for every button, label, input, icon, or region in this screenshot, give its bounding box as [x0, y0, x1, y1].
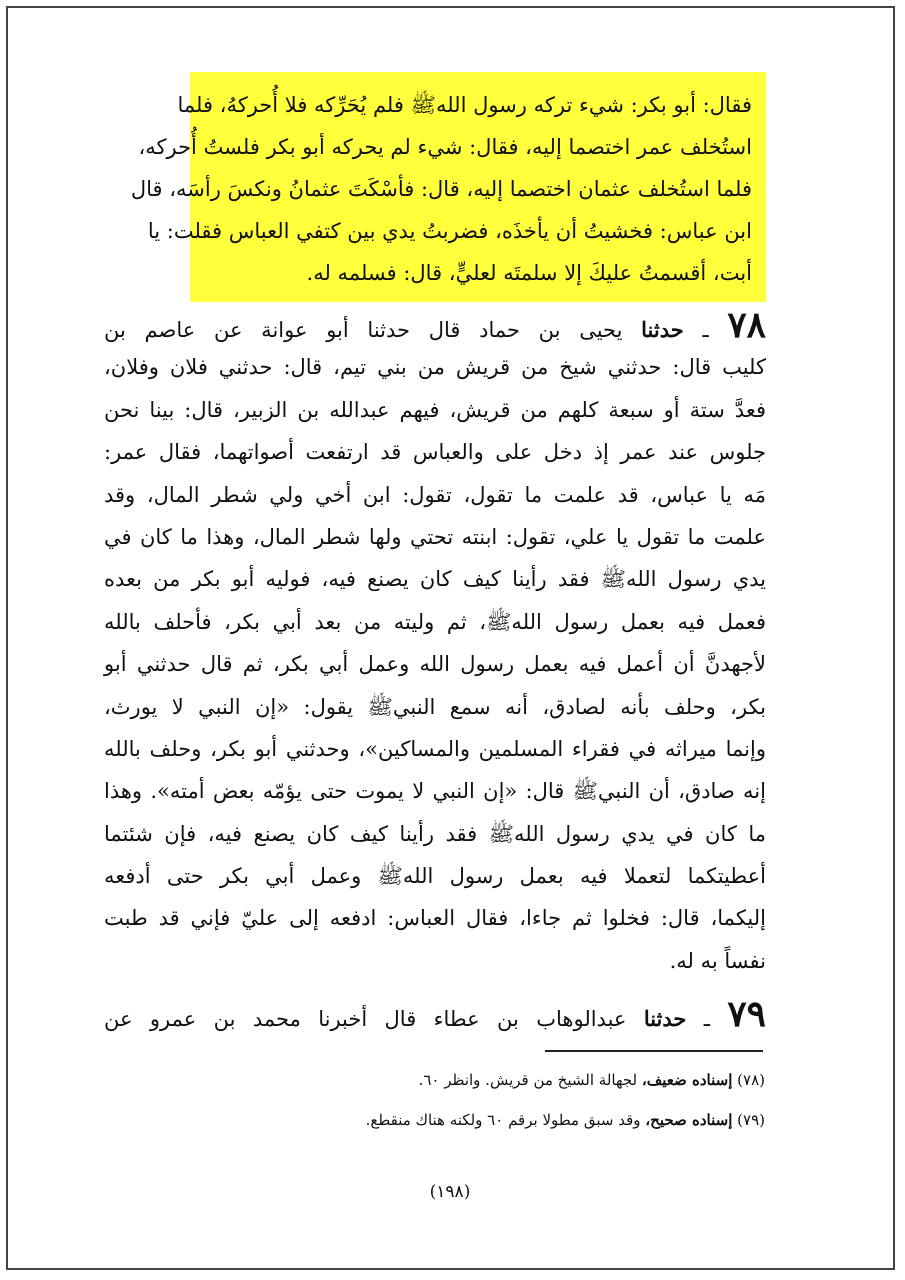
footnote-78 — [250, 1068, 765, 1092]
hadith-78 — [104, 304, 766, 982]
highlighted-line: استُخلف عمر اختصما إليه، فقال: شيء لم يحركه أبو بكر فلستُ أُحركه، — [138, 135, 752, 159]
hadith-79-first-line: ٧٩ ـ حدثنا عبدالوهاب بن عطاء قال أخبرنا محمد بن عمرو عن — [104, 993, 766, 1035]
hadith-line: وإنما ميراثه في فقراء المسلمين والمساكين»، وحدثني أبو بكر، وحلف بالله — [104, 736, 766, 761]
hadith-79 — [104, 993, 766, 1035]
page-number: (١٩٨) — [429, 1182, 471, 1202]
footnote-grading: إسناده صحيح، — [645, 1111, 733, 1129]
hadith-line: فعدَّ ستة أو سبعة كلهم من قريش، فيهم عبدالله بن الزبير، قال: بينا نحن — [104, 397, 766, 422]
hadith-number: ٧٨ — [727, 304, 766, 346]
footnote-79 — [250, 1108, 765, 1132]
hadith-keyword: حدثنا — [643, 1006, 687, 1031]
hadith-number: ٧٩ — [727, 993, 766, 1035]
footnote-text: لجهالة الشيخ من قريش. وانظر ٦٠. — [418, 1071, 638, 1089]
footnote-ref: (٧٨) — [737, 1071, 765, 1089]
hadith-line: أعطيتكما لتعملا فيه بعمل رسول اللهﷺ وعمل أبي بكر حتى أدفعه — [104, 864, 766, 889]
hadith-line: علمت ما تقول يا علي، تقول: ابنته تحتي ولها شطر المال، وهذا ما كان في — [104, 524, 766, 549]
highlighted-line: فلما استُخلف عثمان اختصما إليه، قال: فأسْكَتَ عثمانُ ونكسَ رأسَه، قال — [130, 177, 752, 201]
footnote-grading: إسناده ضعيف، — [641, 1071, 733, 1089]
hadith-line: فعمل فيه بعمل رسول اللهﷺ، ثم وليته من بعد أبي بكر، فأحلف بالله — [104, 609, 766, 634]
footnotes — [250, 1068, 765, 1148]
hadith-78-first-line: ٧٨ ـ حدثنا يحيى بن حماد قال حدثنا أبو عوانة عن عاصم بن — [104, 304, 766, 346]
hadith-text: عبدالوهاب بن عطاء قال أخبرنا محمد بن عمرو عن — [104, 1007, 627, 1031]
hadith-keyword: حدثنا — [641, 317, 684, 342]
hadith-line: إنه صادق، أن النبيﷺ قال: «إن النبي لا يموت حتى يؤمّه بعض أمته». وهذا — [104, 779, 766, 804]
footnote-divider — [545, 1050, 763, 1052]
hadith-line: نفساً به له. — [669, 948, 766, 973]
highlighted-line: أبت، أقسمتُ عليكَ إلا سلمتَه لعليٍّ، قال: فسلمه له. — [306, 261, 752, 285]
highlighted-passage — [130, 72, 766, 302]
hadith-line: جلوس عند عمر إذ دخل على والعباس قد ارتفعت أصواتهما، فقال عمر: — [104, 440, 766, 465]
hadith-line: كليب قال: حدثني شيخ من قريش من بني تيم، قال: حدثني فلان وفلان، — [104, 355, 766, 380]
hadith-line: مَه يا عباس، قد علمت ما تقول، تقول: ابن أخي ولي شطر المال، وقد — [104, 482, 766, 507]
hadith-line: يدي رسول اللهﷺ فقد رأينا كيف كان يصنع فيه، فوليه أبو بكر من بعده — [104, 567, 766, 592]
hadith-line: إليكما، قال: فخلوا ثم جاءا، فقال العباس: ادفعه إلى عليّ فإني قد طبت — [104, 906, 766, 931]
highlighted-line: فقال: أبو بكر: شيء تركه رسول اللهﷺ فلم يُحَرِّكه فلا أُحركهُ، فلما — [177, 93, 752, 117]
hadith-line: ما كان في يدي رسول اللهﷺ فقد رأينا كيف كان يصنع فيه، فإن شئتما — [104, 821, 766, 846]
footnote-ref: (٧٩) — [737, 1111, 765, 1129]
hadith-line: بكر، وحلف بأنه لصادق، أنه سمع النبيﷺ يقول: «إن النبي لا يورث، — [104, 694, 766, 719]
hadith-line: لأجهدنَّ أن أعمل فيه بعمل رسول الله وعمل أبي بكر، ثم قال حدثني أبو — [104, 652, 766, 677]
footnote-text: وقد سبق مطولا برقم ٦٠ ولكنه هناك منقطع. — [365, 1111, 641, 1129]
highlighted-line: ابن عباس: فخشيتُ أن يأخذَه، فضربتُ يدي بين كتفي العباس فقلت: يا — [147, 219, 752, 243]
hadith-text: يحيى بن حماد قال حدثنا أبو عوانة عن عاصم بن — [104, 318, 623, 342]
